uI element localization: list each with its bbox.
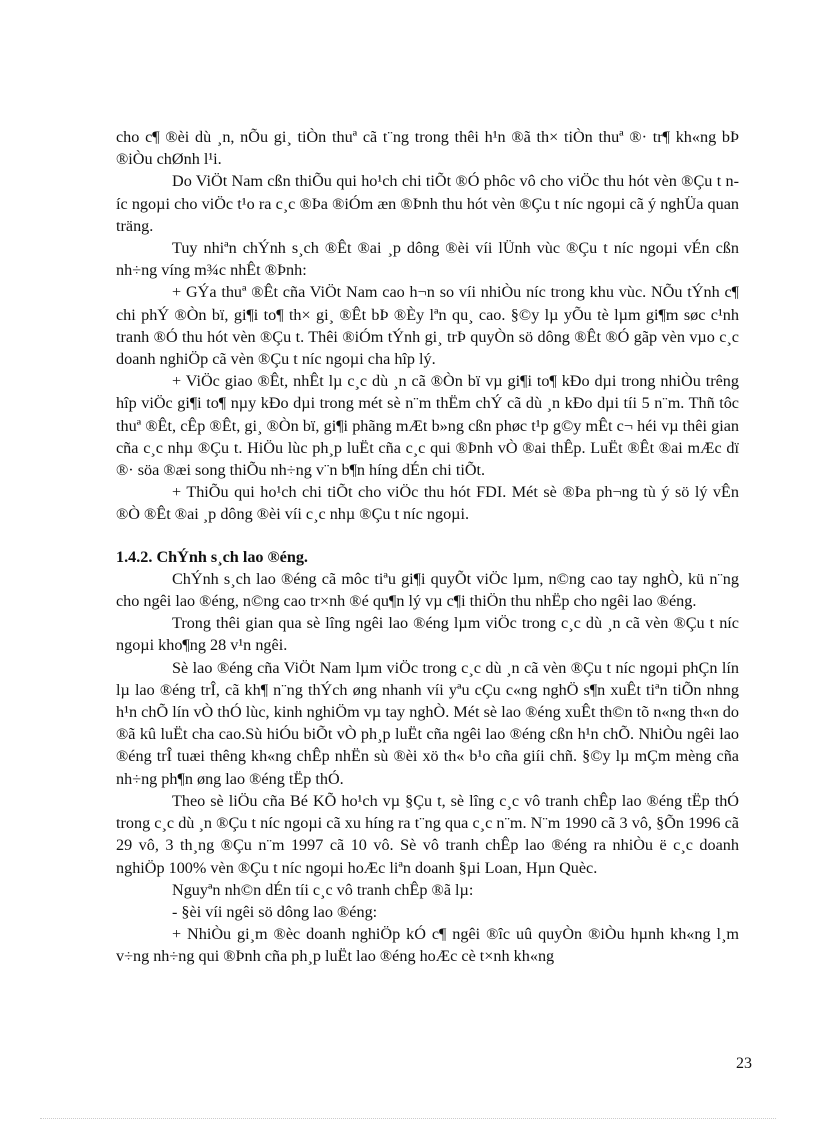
section-heading: 1.4.2. ChÝnh s¸ch lao ®éng. xyxy=(116,547,308,566)
paragraph: - §èi víi ngêi sö dông lao ®éng: xyxy=(172,902,378,921)
paragraph: + ThiÕu qui ho¹ch chi tiÕt cho viÖc thu hót FDI. Mét sè ®Þa ph¬ng tù ý sö lý vÊn ®Ò ®Êt ®ai ¸p dông ®èi víi c¸c nhµ ®Çu t níc ngoµi. xyxy=(116,483,739,524)
paragraph: cho c¶ ®èi dù ¸n, nÕu gi¸ tiÒn thuª cã t¨ng trong thêi h¹n ®ã th× tiÒn thuª ®· tr¶ kh«ng bÞ ®iÒu chØnh l¹i. xyxy=(116,128,739,169)
paragraph: + GÝa thuª ®Êt cña ViÖt Nam cao h¬n so víi nhiÒu níc trong khu vùc. NÕu tÝnh c¶ chi phÝ ®Òn bï, gi¶i to¶ th× gi¸ ®Êt bÞ ®Èy lªn qu¸ cao. §©y lµ yÕu tè lµm gi¶m søc c¹nh tranh ®Ó thu hót vèn ®Çu t. Thêi ®iÓm tÝnh gi¸ trÞ quyÒn sö dông ®Êt ®Ó gãp vèn vµo c¸c doanh nghiÖp cã vèn ®Çu t níc ngoµi cha hîp lý. xyxy=(116,283,739,369)
paragraph: Nguyªn nh©n dÉn tíi c¸c vô tranh chÊp ®ã lµ: xyxy=(172,880,474,899)
paragraph: Trong thêi gian qua sè lîng ngêi lao ®éng lµm viÖc trong c¸c dù ¸n cã vèn ®Çu t níc ngoµi kho¶ng 28 v¹n ngêi. xyxy=(116,614,739,655)
page-bottom-divider xyxy=(40,1118,776,1119)
page-number: 23 xyxy=(736,1055,752,1072)
document-body xyxy=(116,126,739,968)
paragraph: Theo sè liÖu cña Bé KÕ ho¹ch vµ §Çu t, sè lîng c¸c vô tranh chÊp lao ®éng tËp thÓ trong c¸c dù ¸n ®Çu t níc ngoµi cã xu híng ra t¨ng qua c¸c n¨m. N¨m 1990 cã 3 vô, §Õn 1996 cã 29 vô, 3 th¸ng ®Çu n¨m 1997 cã 10 vô. Sè vô tranh chÊp lao ®éng ra nhiÒu ë c¸c doanh nghiÖp 100% vèn ®Çu t níc ngoµi hoÆc liªn doanh §µi Loan, Hµn Quèc. xyxy=(116,791,739,877)
paragraph: Do ViÖt Nam cßn thiÕu qui ho¹ch chi tiÕt ®Ó phôc vô cho viÖc thu hót vèn ®Çu t níc ngoµi cho viÖc t¹o ra c¸c ®Þa ®iÓm æn ®Þnh thu hót vèn ®Çu t níc ngoµi cã ý nghÜa quan träng. xyxy=(116,172,739,235)
paragraph: ChÝnh s¸ch lao ®éng cã môc tiªu gi¶i quyÕt viÖc lµm, n©ng cao tay nghÒ, kü n¨ng cho ngêi lao ®éng, n©ng cao tr×nh ®é qu¶n lý vµ c¶i thiÖn thu nhËp cho ngêi lao ®éng. xyxy=(116,569,739,611)
paragraph: + NhiÒu gi¸m ®èc doanh nghiÖp kÓ c¶ ngêi ®îc uû quyÒn ®iÒu hµnh kh«ng l¸m v÷ng nh÷ng qui ®Þnh cña ph¸p luËt lao ®éng hoÆc cè t×nh kh«ng xyxy=(116,925,739,966)
paragraph: + ViÖc giao ®Êt, nhÊt lµ c¸c dù ¸n cã ®Òn bï vµ gi¶i to¶ kÐo dµi trong nhiÒu trêng hîp viÖc gi¶i to¶ nµy kÐo dµi trong mét sè n¨m thËm chÝ cã dù ¸n kÐo dµi tíi 5 n¨m. Thñ tôc thuª ®Êt, cÊp ®Êt, gi¸ ®Òn bï, gi¶i phãng mÆt b»ng cßn phøc t¹p g©y mÊt c¬ héi vµ thêi gian cña c¸c nhµ ®Çu t. HiÖu lùc ph¸p luËt cña c¸c qui ®Þnh vÒ ®ai thÊp. LuËt ®Êt ®ai mÆc dï ®· söa ®æi song thiÕu nh÷ng v¨n b¶n híng dÉn chi tiÕt. xyxy=(116,372,739,480)
paragraph: Tuy nhiªn chÝnh s¸ch ®Êt ®ai ¸p dông ®èi víi lÜnh vùc ®Çu t níc ngoµi vÉn cßn nh÷ng víng m¾c nhÊt ®Þnh: xyxy=(116,239,739,280)
paragraph: Sè lao ®éng cña ViÖt Nam lµm viÖc trong c¸c dù ¸n cã vèn ®Çu t níc ngoµi phÇn lín lµ lao ®éng trÎ, cã kh¶ n¨ng thÝch øng nhanh víi yªu cÇu c«ng nghÖ s¶n xuÊt tiªn tiÕn nhng h¹n chÕ lín vÒ thÓ lùc, kinh nghiÖm vµ tay nghÒ. Mét sè lao ®éng xuÊt th©n tõ n«ng th«n do ®ã kû luËt cha cao.Sù hiÓu biÕt vÒ ph¸p luËt cña ngêi lao ®éng cßn h¹n chÕ. NhiÒu ngêi lao ®éng trÎ tuæi thêng kh«ng chÊp nhËn sù ®èi xö th« b¹o cña giíi chñ. §©y lµ mÇm mèng cña nh÷ng ph¶n øng lao ®éng tËp thÓ. xyxy=(116,658,739,788)
